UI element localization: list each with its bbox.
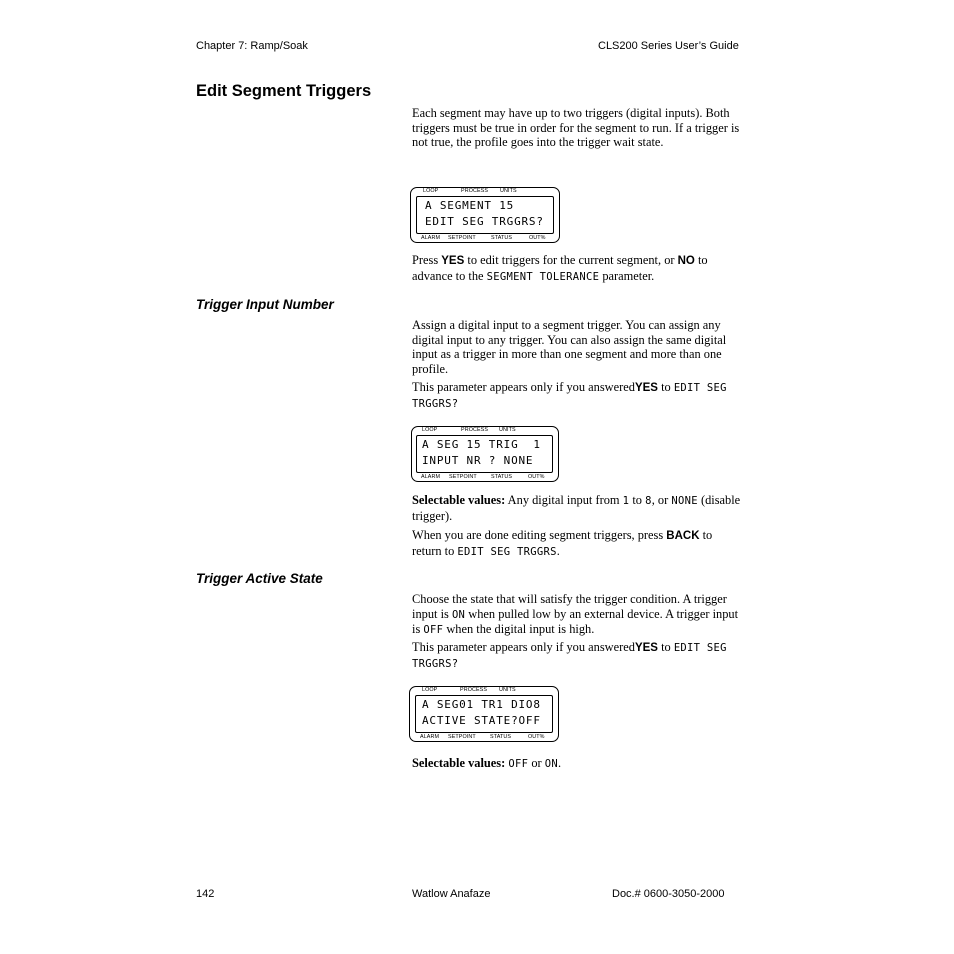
header-chapter: Chapter 7: Ramp/Soak: [196, 40, 308, 52]
footer-page-number: 142: [196, 888, 215, 900]
lcd-label-status: STATUS: [490, 734, 512, 740]
lcd-label-loop: LOOP: [422, 687, 438, 693]
key-yes: YES: [441, 255, 465, 267]
section3-intro: Choose the state that will satisfy the trigger condition. A trigger input is ON when pulled low by an external device. A trigger input is OFF when the digital input is high.: [412, 592, 739, 636]
section2-done-note: When you are done editing segment triggers, press BACK to return to EDIT SEG TRGGRS.: [412, 528, 713, 558]
header-guide-title: CLS200 Series User’s Guide: [598, 40, 739, 52]
footer-doc-number: Doc.# 0600-3050-2000: [612, 888, 725, 900]
lcd-label-loop: LOOP: [423, 188, 439, 194]
section-title-trigger-input-number: Trigger Input Number: [196, 297, 334, 312]
lcd-label-setpoint: SETPOINT: [449, 474, 477, 480]
param-segment-tolerance: SEGMENT TOLERANCE: [486, 270, 600, 283]
key-no: NO: [677, 255, 695, 267]
lcd-label-alarm: ALARM: [420, 734, 440, 740]
key-back: BACK: [666, 530, 700, 542]
lcd-label-status: STATUS: [491, 474, 513, 480]
lcd-line-2: ACTIVE STATE?OFF: [422, 714, 541, 727]
section2-appears-note: This parameter appears only if you answeredYES to EDIT SEG TRGGRS?: [412, 380, 727, 410]
lcd-label-status: STATUS: [491, 235, 513, 241]
lcd-line-1: A SEG01 TR1 DIO8: [422, 698, 541, 711]
lcd-label-process: PROCESS: [461, 188, 489, 194]
lcd-label-alarm: ALARM: [421, 235, 441, 241]
lcd-line-1: A SEGMENT 15: [425, 199, 515, 212]
lcd-label-loop: LOOP: [422, 427, 438, 433]
lcd-line-2: EDIT SEG TRGGRS?: [425, 215, 544, 228]
footer-company: Watlow Anafaze: [412, 888, 491, 900]
lcd-label-alarm: ALARM: [421, 474, 441, 480]
section-title-edit-segment-triggers: Edit Segment Triggers: [196, 82, 372, 100]
section3-selectable-values: Selectable values: OFF or ON.: [412, 756, 562, 770]
lcd-label-process: PROCESS: [460, 687, 488, 693]
lcd-line-2: INPUT NR ? NONE: [422, 454, 534, 467]
lcd-label-units: UNITS: [499, 687, 516, 693]
section1-press-instructions: Press YES to edit triggers for the current segment, or NO to advance to the SEGMENT TOLERANCE parameter.: [412, 253, 708, 283]
lcd-line-1: A SEG 15 TRIG 1: [422, 438, 541, 451]
section-title-trigger-active-state: Trigger Active State: [196, 571, 323, 586]
lcd-label-units: UNITS: [500, 188, 517, 194]
lcd-label-setpoint: SETPOINT: [448, 734, 476, 740]
section1-intro: Each segment may have up to two triggers (digital inputs). Both triggers must be true in order for the segment to run. If a trigger is not true, the profile goes into the trigger wait state.: [412, 106, 740, 149]
section2-selectable-values: Selectable values: Any digital input from 1 to 8, or NONE (disable trigger).: [412, 493, 741, 523]
lcd-label-units: UNITS: [499, 427, 516, 433]
lcd-label-out: OUT%: [528, 734, 545, 740]
section2-intro: Assign a digital input to a segment trigger. You can assign any digital input to any trigger. You can also assign the same digital input as a trigger in more than one segment and more than one profile.: [412, 318, 727, 376]
section3-appears-note: This parameter appears only if you answeredYES to EDIT SEG TRGGRS?: [412, 640, 727, 670]
lcd-label-process: PROCESS: [461, 427, 489, 433]
lcd-label-setpoint: SETPOINT: [448, 235, 476, 241]
lcd-label-out: OUT%: [529, 235, 546, 241]
lcd-label-out: OUT%: [528, 474, 545, 480]
